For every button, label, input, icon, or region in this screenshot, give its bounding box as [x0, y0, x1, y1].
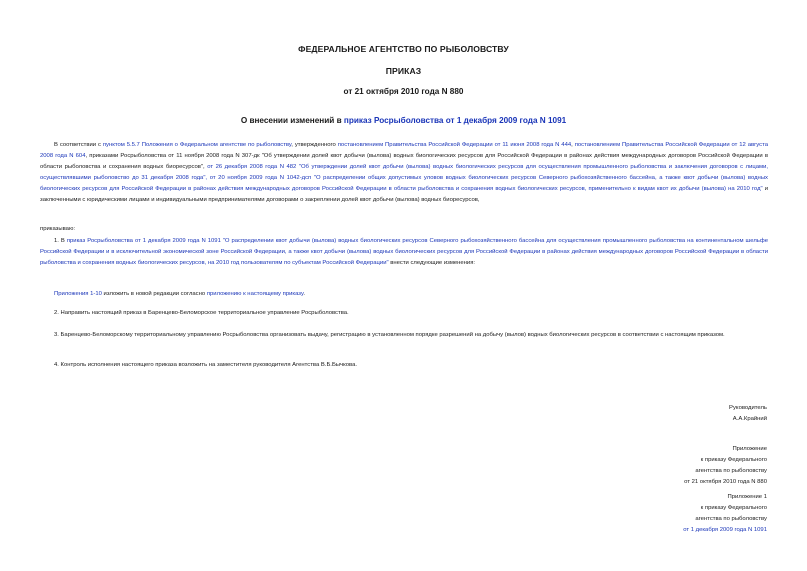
appendix-1-line-3: агентства по рыболовству [695, 516, 767, 522]
appendix-link[interactable]: приложению к настоящему приказу [206, 291, 304, 297]
signature-block [507, 403, 767, 425]
preamble-link-3[interactable]: постановлением Правительства Российской Федерации от 12 августа 2008 года N 604 [40, 142, 769, 159]
item-2-text: 2. Направить настоящий приказ в Баренцево-Беломорское территориальное управление Росрыболовства. [54, 310, 349, 316]
appendix-header [507, 444, 767, 488]
item-4 [40, 360, 768, 371]
order-word: приказываю: [40, 226, 76, 232]
preamble-link-1[interactable]: пунктом 5.5.7 Положения о Федеральном агентстве по рыболовству [102, 142, 292, 148]
item-4-text: 4. Контроль исполнения настоящего приказа возложить на заместителя руководителя Агентства В.Б.Бычкова. [54, 362, 358, 368]
signature-name: А.А.Крайний [732, 416, 767, 422]
item-3-text: 3. Баренцево-Беломорскому территориальному управлению Росрыболовства организовать выдачу, регистрацию в установленном порядке разрешений на добычу (вылов) водных биологических ресурсов в соответствии с настоящим приказом. [54, 332, 725, 338]
item-1-sub-text-1: изложить в новой редакции согласно [101, 291, 207, 297]
item-1-tail: внести следующие изменения: [388, 259, 476, 266]
signature-title: Руководитель [729, 405, 767, 411]
subject-link[interactable]: приказ Росрыболовства от 1 декабря 2009 года N 1091 [343, 116, 567, 125]
item-1-sub-text-2: . [303, 291, 305, 297]
item-1-sub [40, 289, 768, 300]
appendix-1-line-2: к приказу Федерального [700, 505, 767, 511]
item-1 [40, 236, 768, 269]
appendix-line-4: от 21 октября 2010 года N 880 [684, 479, 767, 485]
preamble [40, 140, 768, 205]
appendix-1-header [507, 492, 767, 536]
item-3 [40, 330, 768, 341]
doc-type: ПРИКАЗ [385, 66, 422, 76]
item-1-number: 1. В [54, 238, 67, 244]
preamble-link-4[interactable]: от 26 декабря 2008 года N 482 "Об утверждении долей квот добычи (вылова) водных биологических ресурсов для осуществления промышленного рыболовства и заключения договоров с лицами, осуществлявшими рыболовство до 31 декабря 2008 года", от 20 ноября 2009 года N 1042-дсп "О распределении общих допустимых уловов водных биологических ресурсов Северного рыбохозяйственного бассейна, а также квот добычи (вылова) водных биологических ресурсов для Российской Федерации в районах действия международных договоров Российской Федерации в области рыболовства и сохранения водных биологических ресурсов, применительно к видам квот их добычи (вылова) на 2010 год" [40, 163, 768, 192]
subject-prefix: О внесении изменений в [240, 116, 344, 125]
item-2 [40, 308, 768, 319]
preamble-text-4: , приказами Росрыболовства от 11 ноября 2008 года N 307-дк "Об утверждении долей квот добычи (вылова) водных биологических ресурсов для Российской Федерации в районах действия международных договоров Российской Федерации в области рыболовства и сохранения водных биоресурсов", [40, 152, 768, 170]
item-1-link[interactable]: приказ Росрыболовства от 1 декабря 2009 года N 1091 "О распределении квот добычи (вылова) водных биологических ресурсов Северного рыбохозяйственного бассейна для осуществления промышленного рыболовства на континентальном шельфе Российской Федерации и в исключительной экономической зоне Российской Федерации, а также квот добычи (вылова) водных биологических ресурсов для Российской Федерации в районах действия международных договоров Российской Федерации в области рыболовства и сохранения водных биологических ресурсов, на 2010 год пользователям по субъектам Российской Федерации" [40, 238, 768, 266]
preamble-text-5: и заключенными с юридическими лицами и индивидуальными предпринимателями договорами о закреплении долей квот добычи (вылова) водных биоресурсов, [40, 185, 768, 203]
appendix-1-line-4[interactable]: от 1 декабря 2009 года N 1091 [683, 527, 767, 533]
appendix-1-line-1: Приложение 1 [727, 494, 767, 500]
preamble-link-2[interactable]: постановлением Правительства Российской Федерации от 11 июня 2008 года N 444 [337, 142, 572, 148]
appendix-line-1: Приложение [732, 446, 767, 452]
doc-date: от 21 октября 2010 года N 880 [343, 87, 464, 96]
preamble-text-2: , утвержденного [291, 142, 338, 148]
appendices-link[interactable]: Приложения 1-10 [54, 291, 102, 297]
appendix-line-2: к приказу Федерального [700, 457, 767, 463]
doc-subject [0, 116, 807, 125]
agency-title: ФЕДЕРАЛЬНОЕ АГЕНТСТВО ПО РЫБОЛОВСТВУ [298, 44, 509, 54]
appendix-line-3: агентства по рыболовству [695, 468, 767, 474]
preamble-text-1: В соответствии с [54, 142, 103, 148]
preamble-text-3: , [571, 142, 575, 148]
